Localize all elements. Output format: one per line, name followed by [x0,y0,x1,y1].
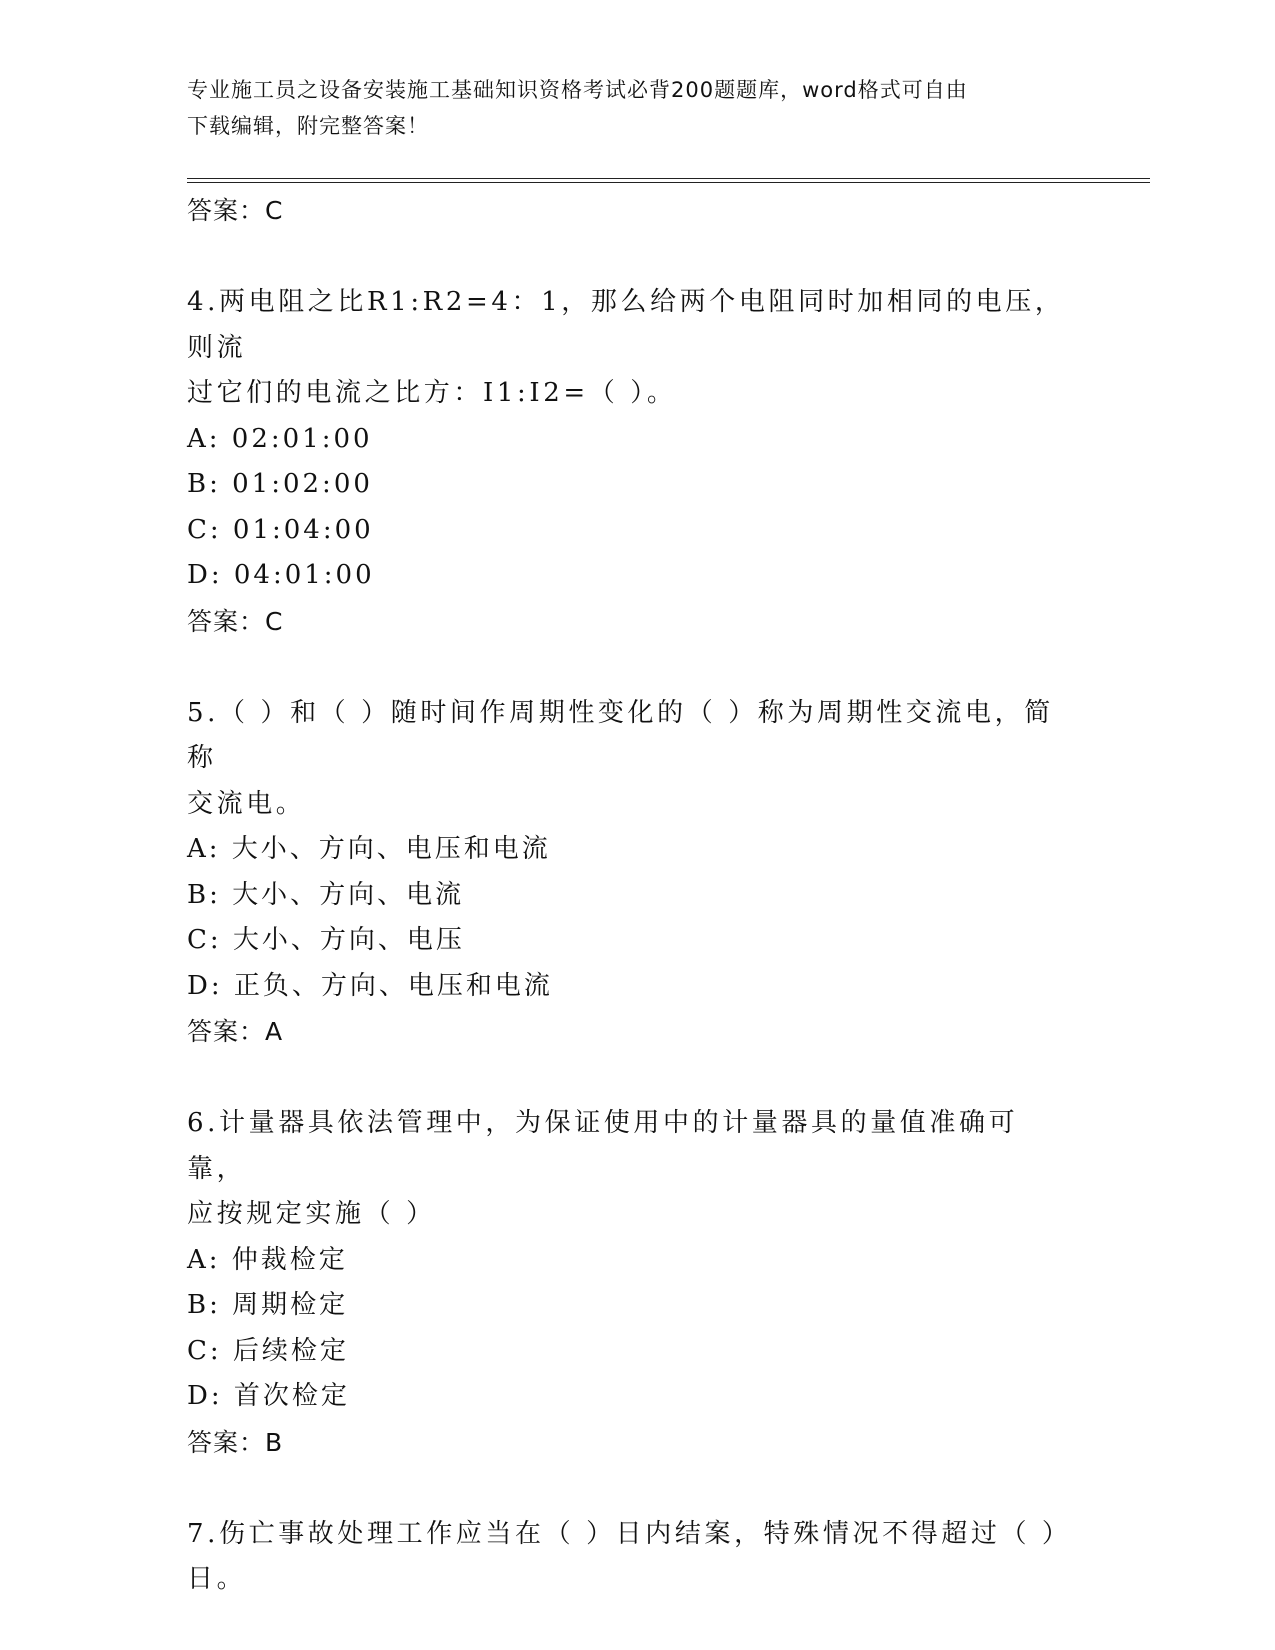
question-5 [187,691,1087,1055]
question-stem-line-1: 7.伤亡事故处理工作应当在（ ）日内结案，特殊情况不得超过（ ） [187,1518,1072,1549]
question-stem-line-2: 过它们的电流之比方：I1:I2=（ ）。 [187,378,677,408]
question-stem-line-1: 4.两电阻之比R1:R2=4：1，那么给两个电阻同时加相同的电压，则流 [187,287,1065,363]
question-stem [187,1101,1077,1238]
spacer [187,1465,1087,1512]
option-d: D: 正负、方向、电压和电流 [187,970,553,1001]
previous-answer: 答案：C [187,196,284,225]
question-stem-line-2: 日。 [187,1564,247,1594]
option-a: A: 仲裁检定 [187,1244,348,1275]
option-c: C: 01:04:00 [187,514,374,545]
question-stem-line-1: 6.计量器具依法管理中，为保证使用中的计量器具的量值准确可靠， [187,1108,1019,1184]
header-line-1: 专业施工员之设备安装施工基础知识资格考试必背200题题库，word格式可自由 [187,78,968,102]
header-divider [187,178,1150,183]
header-line-2: 下载编辑，附完整答案！ [187,114,429,138]
option-b: B: 01:02:00 [187,469,373,499]
question-stem [187,1512,1077,1603]
answer: 答案：B [187,1427,284,1457]
option-d: D: 04:01:00 [187,560,375,590]
option-c: C: 后续检定 [187,1335,349,1366]
option-d: D: 首次检定 [187,1381,350,1411]
answer: 答案：A [187,1017,284,1046]
question-stem-line-2: 交流电。 [187,788,306,819]
document-header [187,72,1067,144]
question-stem-line-2: 应按规定实施（ ） [187,1199,436,1229]
option-b: B: 大小、方向、电流 [187,879,465,910]
spacer [187,1054,1087,1101]
option-a: A: 大小、方向、电压和电流 [187,834,551,864]
question-stem [187,280,1077,417]
answer: 答案：C [187,606,284,636]
question-6 [187,1101,1087,1465]
option-a: A: 02:01:00 [187,423,373,454]
option-b: B: 周期检定 [187,1290,349,1320]
question-stem-line-1: 5.（ ）和（ ）随时间作周期性变化的（ ）称为周期性交流电，简称 [187,697,1054,773]
spacer [187,233,1087,280]
question-list [187,188,1087,1603]
question-stem [187,691,1077,828]
option-c: C: 大小、方向、电压 [187,925,465,955]
question-7 [187,1512,1087,1603]
spacer [187,644,1087,691]
question-4 [187,280,1087,644]
